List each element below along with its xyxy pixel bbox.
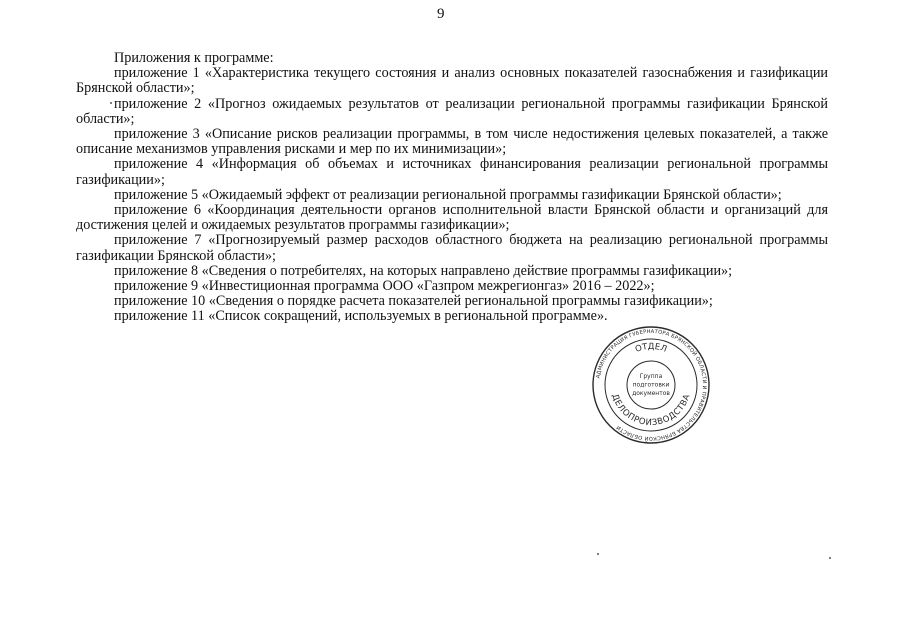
page-number: 9 xyxy=(437,6,445,22)
stamp-center-line-1: Группа xyxy=(639,373,663,380)
stamp-center-line-3: документов xyxy=(632,390,670,397)
appendix-item-10: приложение 10 «Сведения о порядке расчета показателей региональной программы газификации»; xyxy=(114,293,713,310)
appendix-item-7: приложение 7 «Прогнозируемый размер расходов областного бюджета на реализацию региональной программы газификации Брянской области»; xyxy=(76,232,828,264)
appendix-item-3: приложение 3 «Описание рисков реализации программы, в том числе недостижения целевых показателей, а также описание механизмов управления рисками и мер по их минимизации»; xyxy=(76,126,828,158)
stamp-outer-text: АДМИНИСТРАЦИЯ ГУБЕРНАТОРА БРЯНСКОЙ ОБЛАСТИ И ПРАВИТЕЛЬСТВА БРЯНСКОЙ ОБЛАСТИ xyxy=(595,328,708,442)
scan-speck xyxy=(829,557,831,559)
appendix-item-9: приложение 9 «Инвестиционная программа ООО «Газпром межрегионгаз» 2016 – 2022»; xyxy=(114,278,655,295)
appendix-item-2: приложение 2 «Прогноз ожидаемых результатов от реализации региональной программы газификации Брянской области»; xyxy=(76,95,828,127)
appendix-list-heading: Приложения к программе: xyxy=(114,50,274,66)
appendix-item-11: приложение 11 «Список сокращений, используемых в региональной программе». xyxy=(114,308,608,325)
stamp-lower-text: ДЕЛОПРОИЗВОДСТВА xyxy=(609,392,693,429)
document-body xyxy=(76,51,828,325)
scan-speck xyxy=(110,102,112,104)
appendix-item-8: приложение 8 «Сведения о потребителях, на которых направлено действие программы газификации»; xyxy=(114,262,733,279)
stamp-upper-text: ОТДЕЛ xyxy=(633,341,669,355)
scan-speck xyxy=(597,553,599,555)
stamp-center-line-2: подготовки xyxy=(632,381,670,389)
appendix-item-5: приложение 5 «Ожидаемый эффект от реализации региональной программы газификации Брянской области»; xyxy=(114,186,782,203)
appendix-item-1: приложение 1 «Характеристика текущего состояния и анализ основных показателей газоснабжения и газификации Брянской области»; xyxy=(76,65,828,97)
appendix-item-6: приложение 6 «Координация деятельности органов исполнительной власти Брянской области и организаций для достижения целей и ожидаемых результатов программы газификации»; xyxy=(76,202,828,234)
appendix-item-4: приложение 4 «Информация об объемах и источниках финансирования реализации региональной программы газификации»; xyxy=(76,156,828,188)
official-stamp xyxy=(591,325,711,445)
